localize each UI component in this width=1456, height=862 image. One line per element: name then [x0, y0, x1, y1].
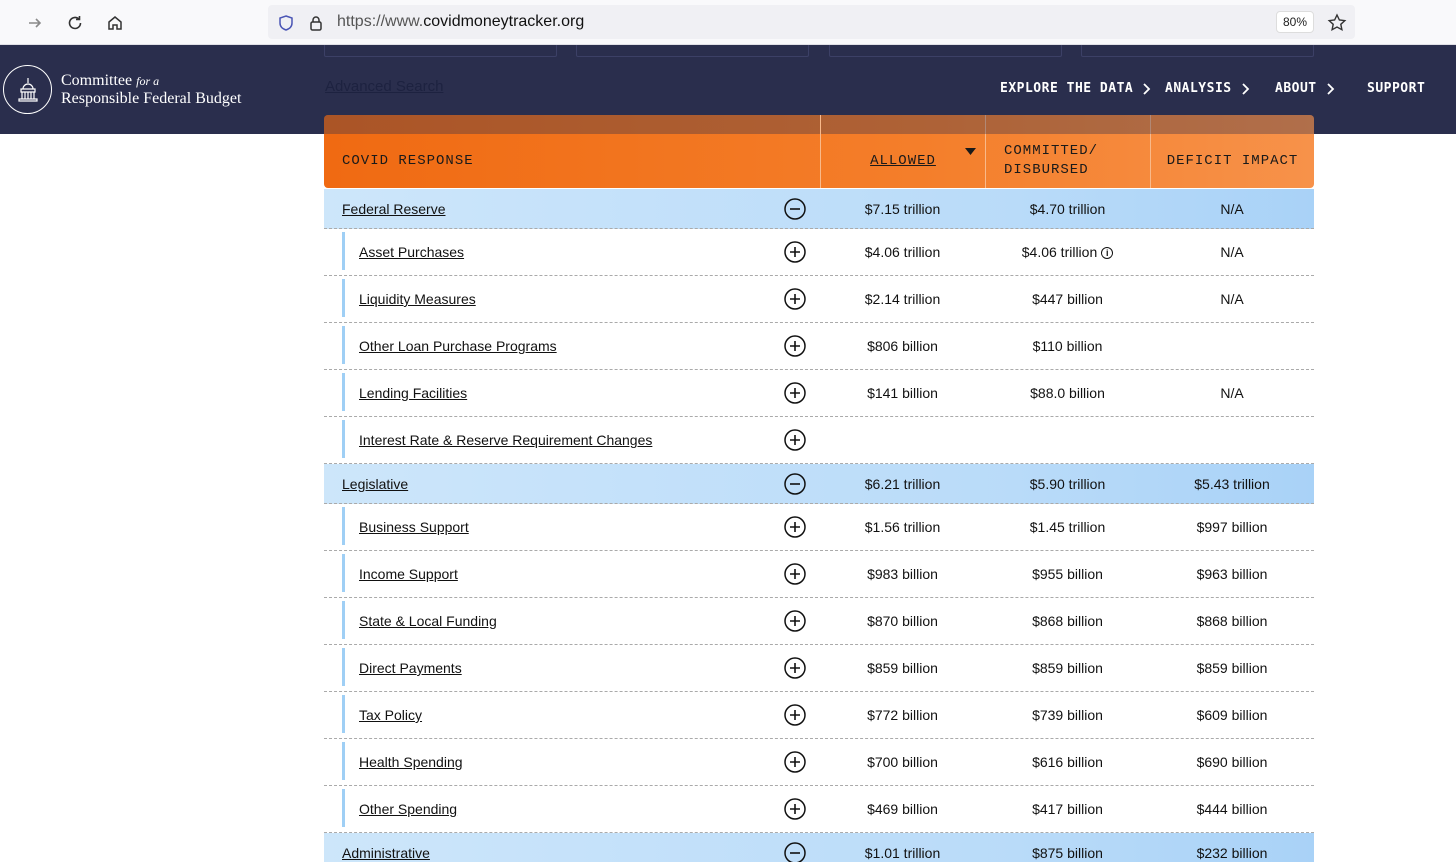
- committed-value: $88.0 billion: [1030, 385, 1105, 401]
- committed-value: $447 billion: [1032, 291, 1103, 307]
- nav-analysis[interactable]: [1165, 81, 1250, 96]
- row-name-link[interactable]: Other Loan Purchase Programs: [324, 338, 769, 354]
- committed-value: $5.90 trillion: [1029, 475, 1106, 492]
- row-name-link[interactable]: Lending Facilities: [324, 385, 769, 401]
- expand-icon[interactable]: [769, 288, 820, 310]
- advanced-search-link[interactable]: Advanced Search: [325, 78, 444, 95]
- nav-label: ABOUT: [1275, 81, 1317, 96]
- deficit-cell: [1150, 476, 1314, 492]
- shield-icon[interactable]: [273, 10, 299, 36]
- table-row: [324, 692, 1314, 739]
- committed-cell: [985, 566, 1150, 582]
- allowed-value: $700 billion: [867, 754, 938, 770]
- nav-label: ANALYSIS: [1165, 81, 1232, 96]
- logo-text[interactable]: [61, 72, 241, 108]
- home-icon[interactable]: [102, 10, 128, 36]
- allowed-value: $806 billion: [867, 338, 938, 354]
- committed-cell: [985, 244, 1150, 260]
- row-name-link[interactable]: Direct Payments: [324, 660, 769, 676]
- allowed-cell: [820, 476, 985, 492]
- allowed-cell: [820, 845, 985, 861]
- deficit-cell: [1150, 660, 1314, 676]
- committed-value: $739 billion: [1032, 707, 1103, 723]
- table-header: [324, 115, 1314, 188]
- table-group-row: [324, 189, 1314, 229]
- logo-line2: Responsible Federal Budget: [61, 90, 242, 107]
- url-prefix: https://www.: [337, 13, 424, 30]
- committed-cell: [985, 385, 1150, 401]
- committed-value: $616 billion: [1032, 754, 1103, 770]
- forward-icon[interactable]: [22, 10, 48, 36]
- expand-icon[interactable]: [769, 241, 820, 263]
- committed-value: $1.45 trillion: [1029, 519, 1106, 535]
- deficit-cell: [1150, 707, 1314, 723]
- committed-cell: [985, 660, 1150, 676]
- deficit-value: $444 billion: [1196, 801, 1268, 817]
- committed-value: $4.06 trillion: [1021, 244, 1098, 260]
- search-field-stub[interactable]: [829, 45, 1062, 57]
- committed-cell: [985, 845, 1150, 861]
- table-row: [324, 551, 1314, 598]
- row-name-link[interactable]: State & Local Funding: [324, 613, 769, 629]
- column-header-label: DEFICIT IMPACT: [1166, 152, 1299, 169]
- expand-icon[interactable]: [769, 563, 820, 585]
- committed-cell: [985, 338, 1150, 354]
- expand-icon[interactable]: [769, 704, 820, 726]
- committed-value: $859 billion: [1032, 660, 1103, 676]
- allowed-value: $469 billion: [867, 801, 938, 817]
- lock-icon[interactable]: [303, 10, 329, 36]
- row-name-link[interactable]: Asset Purchases: [324, 244, 769, 260]
- allowed-value: $1.56 trillion: [864, 519, 941, 535]
- collapse-icon[interactable]: [769, 473, 820, 495]
- zoom-level[interactable]: 80%: [1276, 11, 1314, 33]
- table-body: [324, 189, 1314, 862]
- allowed-value: $6.21 trillion: [864, 475, 941, 492]
- allowed-value: $859 billion: [867, 660, 938, 676]
- deficit-value: $868 billion: [1196, 613, 1268, 629]
- allowed-cell: [820, 519, 985, 535]
- table-row: [324, 645, 1314, 692]
- row-name-link[interactable]: Legislative: [342, 475, 409, 492]
- deficit-cell: [1150, 519, 1314, 535]
- allowed-value: $141 billion: [867, 385, 938, 401]
- committed-cell: [985, 754, 1150, 770]
- deficit-cell: [1150, 754, 1314, 770]
- column-header-allowed[interactable]: [820, 115, 985, 188]
- committed-value: $417 billion: [1032, 801, 1103, 817]
- browser-toolbar: [0, 0, 1456, 45]
- deficit-cell: [1150, 291, 1314, 307]
- committed-cell: [985, 291, 1150, 307]
- allowed-cell: [820, 801, 985, 817]
- row-name-link[interactable]: Federal Reserve: [342, 200, 446, 217]
- expand-icon[interactable]: [769, 429, 820, 451]
- expand-icon[interactable]: [769, 610, 820, 632]
- deficit-cell: [1150, 801, 1314, 817]
- deficit-value: $232 billion: [1196, 844, 1268, 861]
- committed-cell: [985, 476, 1150, 492]
- committed-cell: [985, 201, 1150, 217]
- deficit-value: $859 billion: [1196, 660, 1268, 676]
- allowed-cell: [820, 291, 985, 307]
- chevron-right-icon: [1240, 83, 1250, 95]
- allowed-value: $983 billion: [867, 566, 938, 582]
- capitol-logo-icon[interactable]: [3, 65, 52, 114]
- deficit-value: N/A: [1220, 385, 1244, 401]
- row-name-link[interactable]: Health Spending: [324, 754, 769, 770]
- committed-line2: DISBURSED: [1004, 161, 1089, 178]
- logo-line1: Committee: [61, 72, 133, 89]
- deficit-value: N/A: [1220, 244, 1244, 260]
- allowed-value: $2.14 trillion: [864, 291, 941, 307]
- allowed-value: $7.15 trillion: [864, 200, 941, 217]
- expand-icon[interactable]: [769, 657, 820, 679]
- sort-down-icon[interactable]: [965, 148, 976, 155]
- deficit-value: N/A: [1220, 200, 1244, 217]
- table-group-row: [324, 464, 1314, 504]
- column-header-label: [1004, 142, 1098, 180]
- expand-icon[interactable]: [769, 516, 820, 538]
- allowed-cell: [820, 707, 985, 723]
- row-name-link[interactable]: Liquidity Measures: [324, 291, 769, 307]
- allowed-cell: [820, 201, 985, 217]
- table-row: [324, 229, 1314, 276]
- committed-cell: [985, 801, 1150, 817]
- collapse-icon[interactable]: [769, 842, 820, 862]
- nav-label: EXPLORE THE DATA: [1000, 81, 1134, 96]
- url-host: covidmoneytracker.org: [423, 13, 585, 30]
- collapse-icon[interactable]: [769, 198, 820, 220]
- deficit-value: $5.43 trillion: [1194, 475, 1270, 492]
- row-name-link[interactable]: Interest Rate & Reserve Requirement Changes: [324, 432, 769, 448]
- allowed-cell: [820, 754, 985, 770]
- committed-value: $4.70 trillion: [1029, 200, 1106, 217]
- nav-support[interactable]: [1367, 81, 1425, 96]
- table-row: [324, 598, 1314, 645]
- logo-fora: for a: [136, 74, 160, 88]
- table-row: [324, 504, 1314, 551]
- url-text[interactable]: [337, 13, 584, 31]
- chevron-right-icon: [1141, 83, 1151, 95]
- chevron-right-icon: [1325, 83, 1335, 95]
- allowed-cell: [820, 566, 985, 582]
- deficit-cell: [1150, 566, 1314, 582]
- deficit-cell: [1150, 845, 1314, 861]
- column-header-label: ALLOWED: [870, 152, 936, 169]
- expand-icon[interactable]: [769, 798, 820, 820]
- search-field-stub[interactable]: [324, 45, 557, 57]
- row-name-link[interactable]: Administrative: [342, 844, 430, 861]
- deficit-value: $609 billion: [1196, 707, 1268, 723]
- deficit-value: $963 billion: [1196, 566, 1268, 582]
- table-group-row: [324, 833, 1314, 862]
- expand-icon[interactable]: [769, 751, 820, 773]
- committed-cell: [985, 707, 1150, 723]
- table-row: [324, 276, 1314, 323]
- committed-value: $955 billion: [1032, 566, 1103, 582]
- search-field-stub[interactable]: [576, 45, 809, 57]
- row-name-link[interactable]: Other Spending: [324, 801, 769, 817]
- committed-value: $868 billion: [1032, 613, 1103, 629]
- allowed-cell: [820, 660, 985, 676]
- row-name-link[interactable]: Income Support: [324, 566, 769, 582]
- deficit-cell: [1150, 613, 1314, 629]
- allowed-cell: [820, 338, 985, 354]
- deficit-value: $997 billion: [1196, 519, 1268, 535]
- row-name-link[interactable]: Business Support: [324, 519, 769, 535]
- table-row: [324, 323, 1314, 370]
- column-header-label: COVID RESPONSE: [342, 152, 474, 169]
- allowed-value: $4.06 trillion: [864, 244, 941, 260]
- expand-icon[interactable]: [769, 335, 820, 357]
- bookmark-star-icon[interactable]: [1324, 10, 1350, 36]
- committed-value: $110 billion: [1032, 338, 1103, 354]
- nav-label: SUPPORT: [1367, 81, 1426, 96]
- deficit-cell: [1150, 201, 1314, 217]
- allowed-value: $1.01 trillion: [864, 844, 941, 861]
- deficit-value: $690 billion: [1196, 754, 1268, 770]
- deficit-cell: [1150, 385, 1314, 401]
- table-row: [324, 370, 1314, 417]
- table-row: [324, 786, 1314, 833]
- allowed-cell: [820, 244, 985, 260]
- allowed-cell: [820, 613, 985, 629]
- search-field-stub[interactable]: [1081, 45, 1314, 57]
- allowed-cell: [820, 385, 985, 401]
- info-icon[interactable]: i: [1101, 247, 1113, 259]
- table-row: [324, 739, 1314, 786]
- deficit-cell: [1150, 244, 1314, 260]
- expand-icon[interactable]: [769, 382, 820, 404]
- header-overlap-shade: [324, 115, 1314, 134]
- nav-explore-data[interactable]: [1000, 81, 1151, 96]
- committed-cell: [985, 519, 1150, 535]
- allowed-value: $772 billion: [867, 707, 938, 723]
- committed-line1: COMMITTED/: [1004, 142, 1099, 159]
- deficit-value: N/A: [1220, 291, 1244, 307]
- committed-cell: [985, 613, 1150, 629]
- allowed-value: $870 billion: [867, 613, 938, 629]
- reload-icon[interactable]: [62, 10, 88, 36]
- nav-about[interactable]: [1275, 81, 1335, 96]
- committed-value: $875 billion: [1032, 844, 1103, 861]
- table-row: [324, 417, 1314, 464]
- row-name-link[interactable]: Tax Policy: [324, 707, 769, 723]
